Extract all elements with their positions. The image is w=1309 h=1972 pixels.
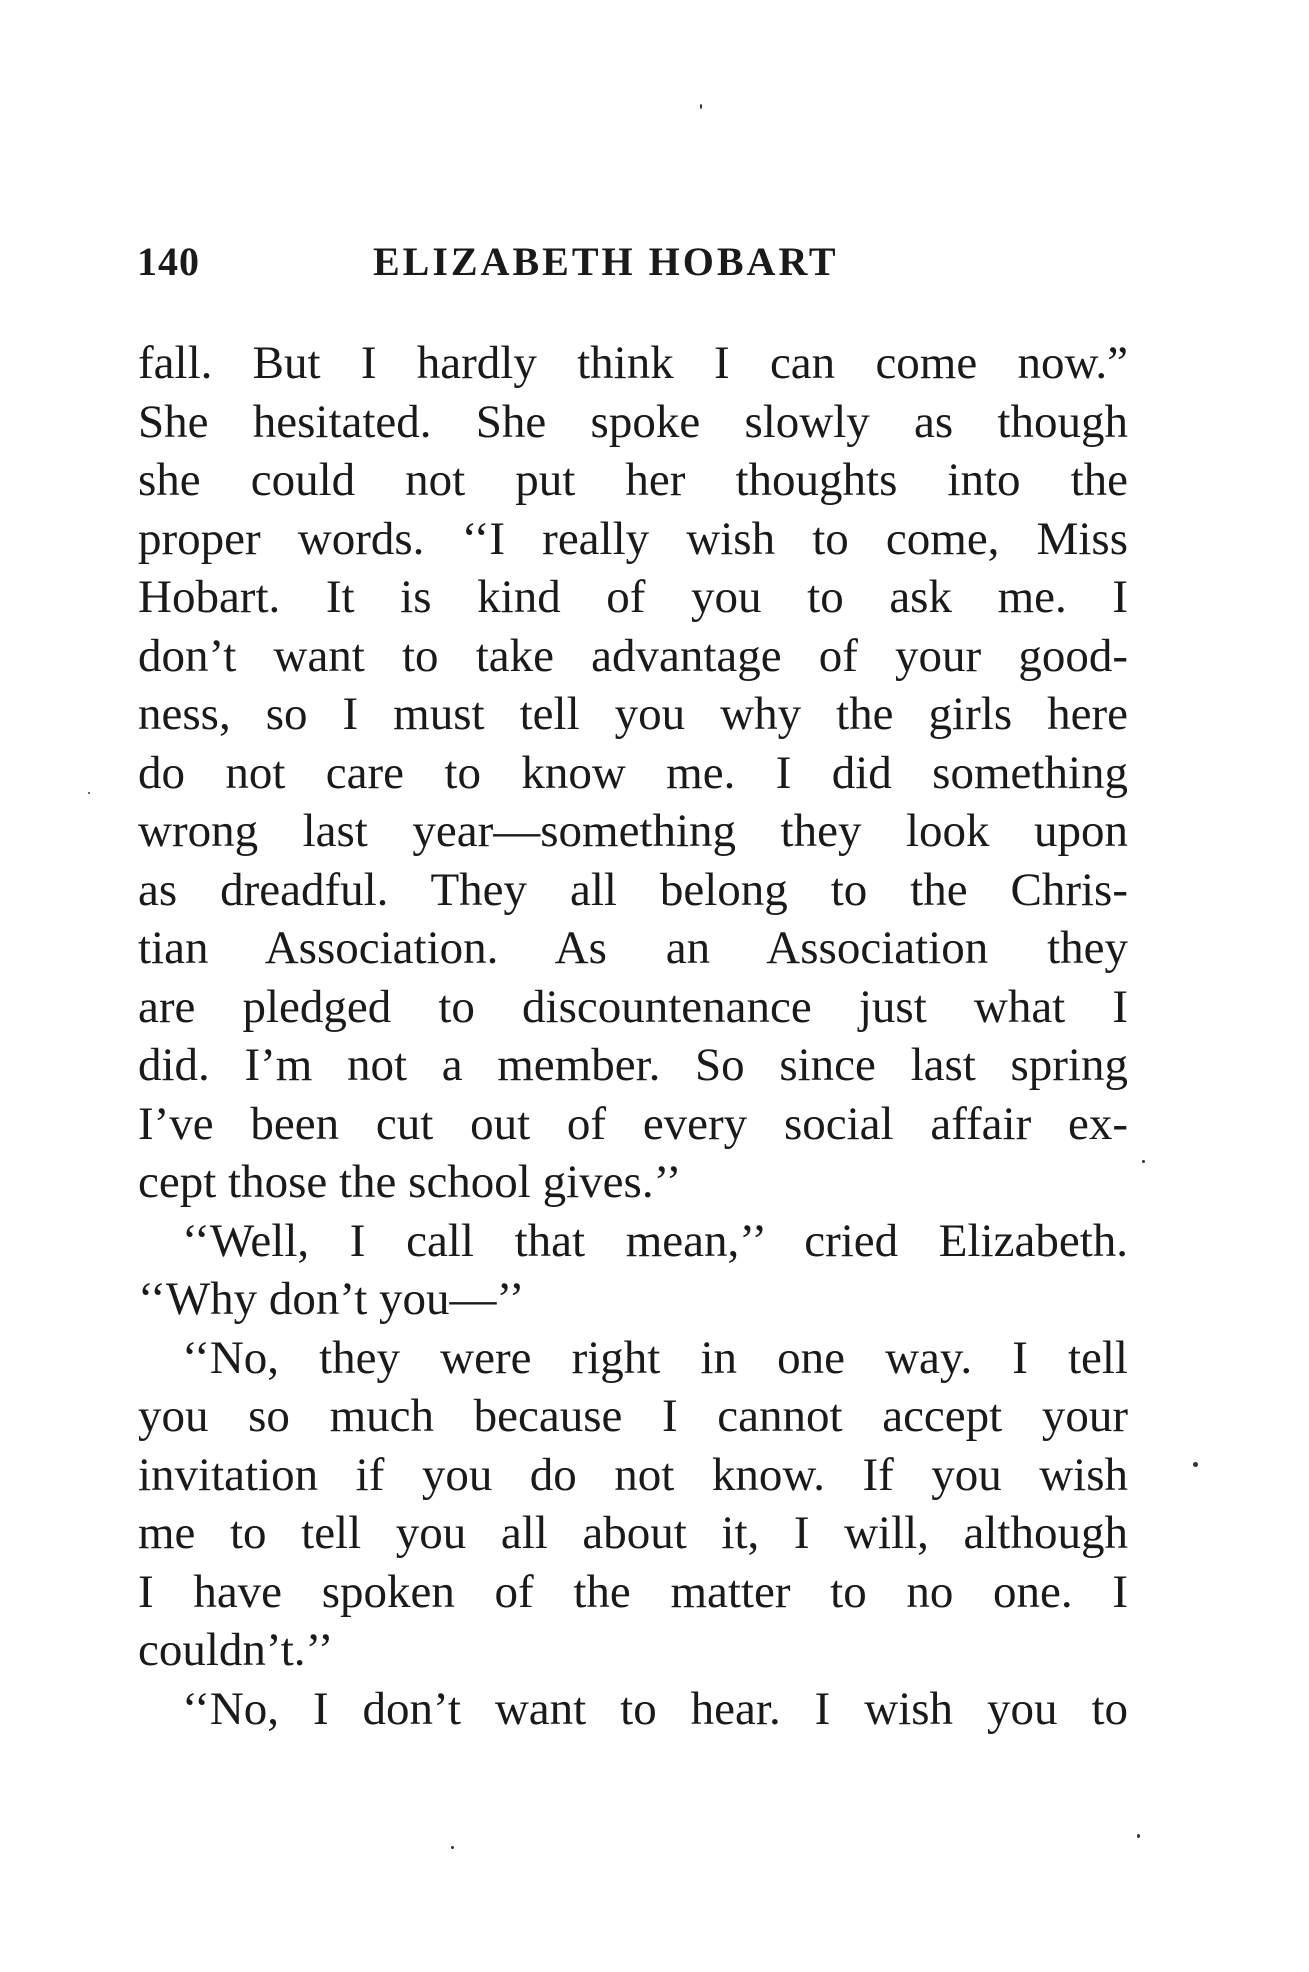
text-line: don’t want to take advantage of your good- xyxy=(138,629,1128,682)
scan-speck xyxy=(1137,1834,1140,1838)
text-line: couldn’t.’’ xyxy=(138,1624,334,1676)
text-line: are pledged to discountenance just what I xyxy=(138,980,1128,1033)
text-line: Hobart. It is kind of you to ask me. I xyxy=(138,571,1128,623)
text-line: ‘‘Well, I call that mean,’’ cried Elizabeth. xyxy=(182,1214,1128,1267)
scan-speck xyxy=(1142,1160,1145,1163)
text-line: ness, so I must tell you why the girls here xyxy=(138,688,1128,740)
text-line: I’ve been cut out of every social affair ex- xyxy=(138,1097,1128,1150)
text-line: invitation if you do not know. If you wish xyxy=(138,1448,1128,1501)
page-number: 140 xyxy=(137,239,200,284)
text-line: cept those the school gives.’’ xyxy=(138,1156,682,1208)
text-line: fall. But I hardly think I can come now.” xyxy=(138,337,1128,389)
text-line: ‘‘No, they were right in one way. I tell xyxy=(182,1331,1128,1384)
scan-speck xyxy=(1193,1462,1198,1467)
scan-speck xyxy=(700,104,702,109)
text-line: tian Association. As an Association they xyxy=(138,922,1128,974)
scan-speck xyxy=(451,1846,454,1849)
page-header xyxy=(137,238,1137,298)
text-line: She hesitated. She spoke slowly as though xyxy=(138,395,1128,448)
scan-speck xyxy=(88,792,90,794)
text-line: ‘‘No, I don’t want to hear. I wish you to xyxy=(182,1682,1128,1735)
text-line: she could not put her thoughts into the xyxy=(138,454,1128,506)
text-line: did. I’m not a member. So since last spring xyxy=(138,1039,1128,1091)
running-head: ELIZABETH HOBART xyxy=(373,239,839,284)
text-line: ‘‘Why don’t you—’’ xyxy=(138,1273,525,1325)
text-line: I have spoken of the matter to no one. I xyxy=(138,1565,1128,1618)
text-line: as dreadful. They all belong to the Chris- xyxy=(138,863,1128,916)
text-line: me to tell you all about it, I will, although xyxy=(138,1507,1128,1559)
body-text xyxy=(138,334,1128,1738)
text-line: wrong last year—something they look upon xyxy=(138,805,1128,857)
text-line: do not care to know me. I did something xyxy=(138,746,1128,799)
text-line: proper words. ‘‘I really wish to come, Miss xyxy=(138,512,1128,565)
text-line: you so much because I cannot accept your xyxy=(138,1390,1128,1442)
